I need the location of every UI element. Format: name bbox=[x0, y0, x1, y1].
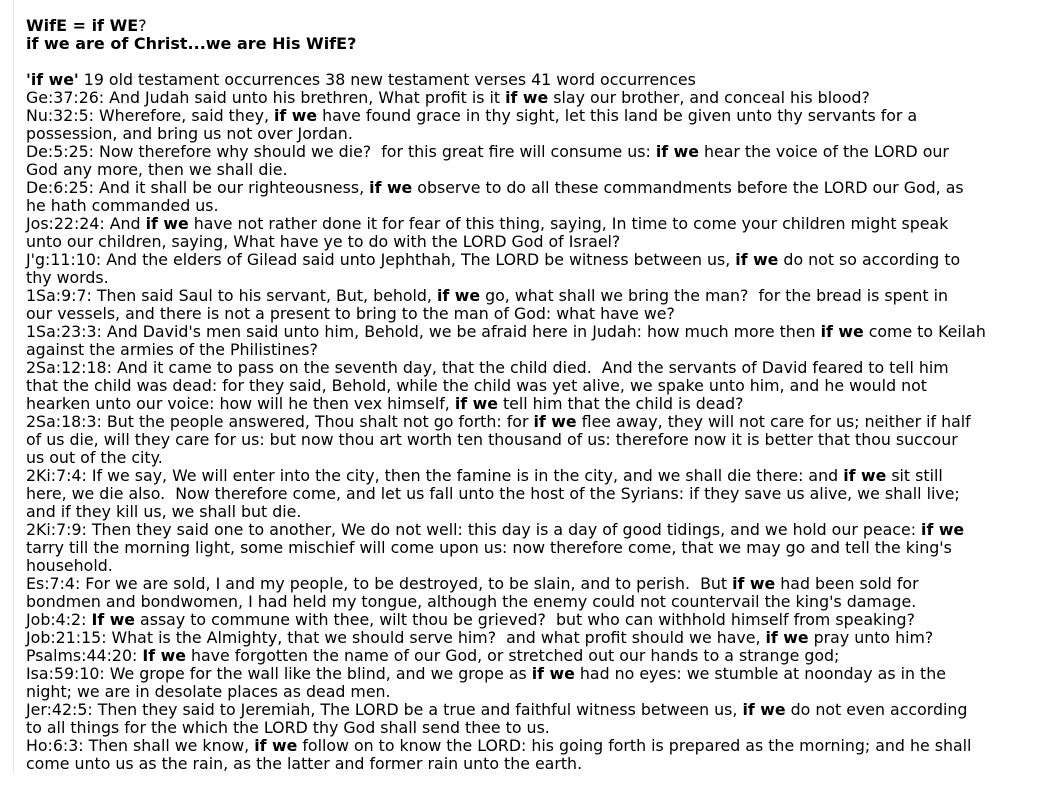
verse-text: Psalms:44:20: bbox=[26, 646, 143, 665]
verse-line bbox=[26, 233, 1058, 251]
verse-text: here, we die also. Now therefore come, and let us fall unto the host of the Syrians: if they save us alive, we shall live; bbox=[26, 484, 960, 503]
verse-line bbox=[26, 557, 1058, 575]
verse-line bbox=[26, 521, 1058, 539]
highlighted-term: if we bbox=[765, 628, 809, 647]
verse-text: of us die, will they care for us: but now thou art worth ten thousand of us: therefore now it is better that thou succour bbox=[26, 430, 958, 449]
verse-line bbox=[26, 539, 1058, 557]
spacer bbox=[26, 53, 1058, 71]
highlighted-term: If we bbox=[91, 610, 136, 629]
verse-line bbox=[26, 269, 1058, 287]
verse-text: 1Sa:9:7: Then said Saul to his servant, But, behold, bbox=[26, 286, 437, 305]
verse-text: thy words. bbox=[26, 268, 109, 287]
verse-line bbox=[26, 197, 1058, 215]
verse-text: follow on to know the LORD: his going forth is prepared as the morning; and he shall bbox=[297, 736, 972, 755]
verse-text: hearken unto our voice: how will he then vex himself, bbox=[26, 394, 455, 413]
highlighted-term: if we bbox=[921, 520, 965, 539]
verse-text: bondmen and bondwomen, I had held my tongue, although the enemy could not countervail the king's damage. bbox=[26, 592, 917, 611]
verse-line bbox=[26, 737, 1058, 755]
highlighted-term: if we bbox=[732, 574, 776, 593]
verse-text: had no eyes: we stumble at noonday as in the bbox=[574, 664, 946, 683]
highlighted-term: if we bbox=[742, 700, 786, 719]
verse-line bbox=[26, 89, 1058, 107]
highlighted-term: if we bbox=[843, 466, 887, 485]
verse-text: sit still bbox=[886, 466, 943, 485]
verse-text: 2Ki:7:4: If we say, We will enter into the city, then the famine is in the city, and we shall die there: and bbox=[26, 466, 844, 485]
verse-text: do not even according bbox=[785, 700, 968, 719]
verse-text: against the armies of the Philistines? bbox=[26, 340, 318, 359]
verse-line bbox=[26, 359, 1058, 377]
occurrence-summary bbox=[26, 71, 1058, 89]
verse-text: pray unto him? bbox=[808, 628, 934, 647]
verse-line bbox=[26, 413, 1058, 431]
verse-line bbox=[26, 287, 1058, 305]
occurrence-stats: 19 old testament occurrences 38 new testament verses 41 word occurrences bbox=[78, 70, 696, 89]
verse-text: have forgotten the name of our God, or stretched out our hands to a strange god; bbox=[185, 646, 840, 665]
verse-text: do not so according to bbox=[778, 250, 961, 269]
verse-text: come to Keilah bbox=[863, 322, 986, 341]
verse-text: our vessels, and there is not a present to bring to the man of God: what have we? bbox=[26, 304, 675, 323]
title-tail: ? bbox=[138, 16, 147, 35]
verse-text: flee away, they will not care for us; neither if half bbox=[576, 412, 971, 431]
verse-text: unto our children, saying, What have ye to do with the LORD God of Israel? bbox=[26, 232, 621, 251]
highlighted-term: if we bbox=[505, 88, 549, 107]
verse-line bbox=[26, 107, 1058, 125]
verse-text: that the child was dead: for they said, Behold, while the child was yet alive, we spake unto him, and he would not bbox=[26, 376, 927, 395]
verse-text: had been sold for bbox=[775, 574, 919, 593]
verse-line bbox=[26, 377, 1058, 395]
verse-text: J'g:11:10: And the elders of Gilead said unto Jephthah, The LORD be witness between us, bbox=[26, 250, 736, 269]
verse-text: us out of the city. bbox=[26, 448, 163, 467]
highlighted-term: if we bbox=[145, 214, 189, 233]
verse-text: 1Sa:23:3: And David's men said unto him, Behold, we be afraid here in Judah: how much more then bbox=[26, 322, 821, 341]
verse-text: 2Ki:7:9: Then they said one to another, We do not well: this day is a day of good tidings, and we hold our peace: bbox=[26, 520, 922, 539]
verse-line bbox=[26, 719, 1058, 737]
verse-line bbox=[26, 143, 1058, 161]
verse-text: observe to do all these commandments before the LORD our God, as bbox=[412, 178, 964, 197]
verse-text: Nu:32:5: Wherefore, said they, bbox=[26, 106, 274, 125]
verse-text: Isa:59:10: We grope for the wall like the blind, and we grope as bbox=[26, 664, 532, 683]
verse-line bbox=[26, 341, 1058, 359]
verse-text: to all things for the which the LORD thy God shall send thee to us. bbox=[26, 718, 550, 737]
verse-text: Job:21:15: What is the Almighty, that we should serve him? and what profit should we have, bbox=[26, 628, 766, 647]
verse-text: household. bbox=[26, 556, 113, 575]
verse-line bbox=[26, 503, 1058, 521]
verse-line bbox=[26, 611, 1058, 629]
search-term: 'if we' bbox=[26, 70, 79, 89]
highlighted-term: if we bbox=[531, 664, 575, 683]
verse-text: have found grace in thy sight, let this land be given unto thy servants for a bbox=[317, 106, 918, 125]
verse-line bbox=[26, 467, 1058, 485]
verse-text: tarry till the morning light, some mischief will come upon us: now therefore come, that we may go and tell the king's bbox=[26, 538, 952, 557]
verse-line bbox=[26, 665, 1058, 683]
verse-text: tell him that the child is dead? bbox=[497, 394, 744, 413]
verse-line bbox=[26, 179, 1058, 197]
verse-line bbox=[26, 431, 1058, 449]
verse-line bbox=[26, 575, 1058, 593]
highlighted-term: if we bbox=[735, 250, 779, 269]
verse-text: slay our brother, and conceal his blood? bbox=[548, 88, 870, 107]
verse-text: Jos:22:24: And bbox=[26, 214, 146, 233]
verse-line bbox=[26, 125, 1058, 143]
verse-text: hear the voice of the LORD our bbox=[698, 142, 949, 161]
verse-line bbox=[26, 629, 1058, 647]
highlighted-term: if we bbox=[533, 412, 577, 431]
verse-line bbox=[26, 647, 1058, 665]
verse-text: and if they kill us, we shall but die. bbox=[26, 502, 302, 521]
title-line-1 bbox=[26, 17, 1058, 35]
verse-text: possession, and bring us not over Jordan. bbox=[26, 124, 353, 143]
verse-line bbox=[26, 593, 1058, 611]
highlighted-term: if we bbox=[655, 142, 699, 161]
title-bold: WifE = if WE bbox=[26, 16, 139, 35]
verse-list bbox=[26, 89, 1058, 773]
verse-line bbox=[26, 161, 1058, 179]
verse-text: Ge:37:26: And Judah said unto his brethren, What profit is it bbox=[26, 88, 506, 107]
verse-text: Jer:42:5: Then they said to Jeremiah, The LORD be a true and faithful witness between us, bbox=[26, 700, 743, 719]
highlighted-term: if we bbox=[369, 178, 413, 197]
verse-text: he hath commanded us. bbox=[26, 196, 219, 215]
verse-text: have not rather done it for fear of this thing, saying, In time to come your children might speak bbox=[188, 214, 949, 233]
verse-text: Es:7:4: For we are sold, I and my people, to be destroyed, to be slain, and to perish. But bbox=[26, 574, 733, 593]
verse-line bbox=[26, 395, 1058, 413]
verse-text: Ho:6:3: Then shall we know, bbox=[26, 736, 255, 755]
verse-text: De:6:25: And it shall be our righteousness, bbox=[26, 178, 370, 197]
verse-text: Job:4:2: bbox=[26, 610, 92, 629]
highlighted-term: if we bbox=[436, 286, 481, 305]
verse-line bbox=[26, 215, 1058, 233]
verse-line bbox=[26, 755, 1058, 773]
verse-line bbox=[26, 323, 1058, 341]
verse-text: go, what shall we bring the man? for the bread is spent in bbox=[480, 286, 949, 305]
verse-text: 2Sa:18:3: But the people answered, Thou shalt not go forth: for bbox=[26, 412, 534, 431]
highlighted-term: if we bbox=[254, 736, 298, 755]
verse-text: 2Sa:12:18: And it came to pass on the seventh day, that the child died. And the servants of David feared to tell him bbox=[26, 358, 949, 377]
verse-text: come unto us as the rain, as the latter and former rain unto the earth. bbox=[26, 754, 583, 773]
title-line-2: if we are of Christ...we are His WifE? bbox=[26, 34, 357, 53]
verse-line bbox=[26, 485, 1058, 503]
verse-text: De:5:25: Now therefore why should we die? for this great fire will consume us: bbox=[26, 142, 656, 161]
highlighted-term: if we bbox=[273, 106, 318, 125]
verse-line bbox=[26, 251, 1058, 269]
verse-line bbox=[26, 701, 1058, 719]
verse-line bbox=[26, 683, 1058, 701]
highlighted-term: if we bbox=[820, 322, 864, 341]
highlighted-term: If we bbox=[142, 646, 186, 665]
highlighted-term: if we bbox=[454, 394, 498, 413]
verse-text: night; we are in desolate places as dead men. bbox=[26, 682, 391, 701]
verse-line bbox=[26, 449, 1058, 467]
verse-text: assay to commune with thee, wilt thou be grieved? but who can withhold himself from speaking? bbox=[135, 610, 915, 629]
verse-line bbox=[26, 305, 1058, 323]
verse-text: God any more, then we shall die. bbox=[26, 160, 288, 179]
